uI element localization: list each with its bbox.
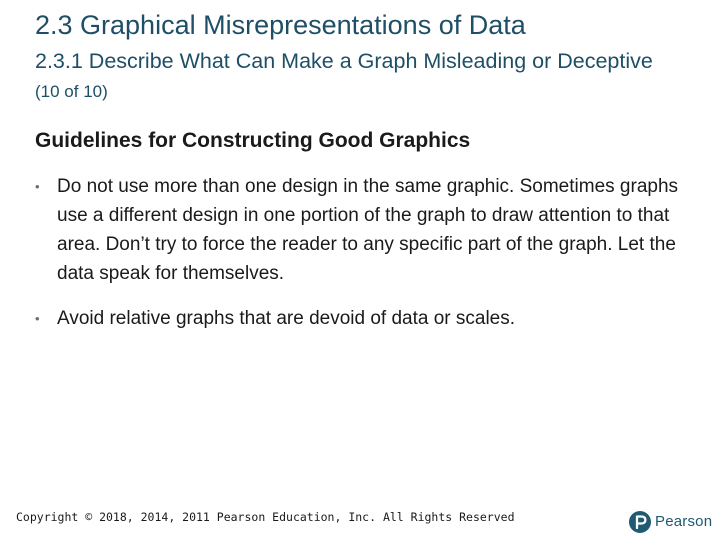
bullet-item <box>35 172 695 288</box>
subtitle-page-count: (10 of 10) <box>35 82 108 101</box>
bullet-text: Do not use more than one design in the same graphic. Sometimes graphs use a different design in one portion of the graph to draw attention to that area. Don’t try to force the reader to any specific part of the graph. Let the data speak for themselves. <box>57 176 679 284</box>
pearson-logo <box>629 510 712 534</box>
section-heading: Guidelines for Constructing Good Graphics <box>35 129 471 152</box>
slide-subtitle <box>35 47 675 106</box>
bullet-icon: • <box>35 179 40 194</box>
subtitle-text: 2.3.1 Describe What Can Make a Graph Misleading or Deceptive <box>35 49 653 73</box>
pearson-logo-icon <box>629 511 651 533</box>
bullet-item <box>35 304 695 333</box>
bullet-list <box>35 172 695 333</box>
pearson-logo-text: Pearson <box>655 513 713 530</box>
slide-title: 2.3 Graphical Misrepresentations of Data <box>35 10 526 40</box>
bullet-text: Avoid relative graphs that are devoid of data or scales. <box>57 308 516 329</box>
copyright-notice: Copyright © 2018, 2014, 2011 Pearson Education, Inc. All Rights Reserved <box>16 510 515 524</box>
bullet-icon: • <box>35 311 40 326</box>
